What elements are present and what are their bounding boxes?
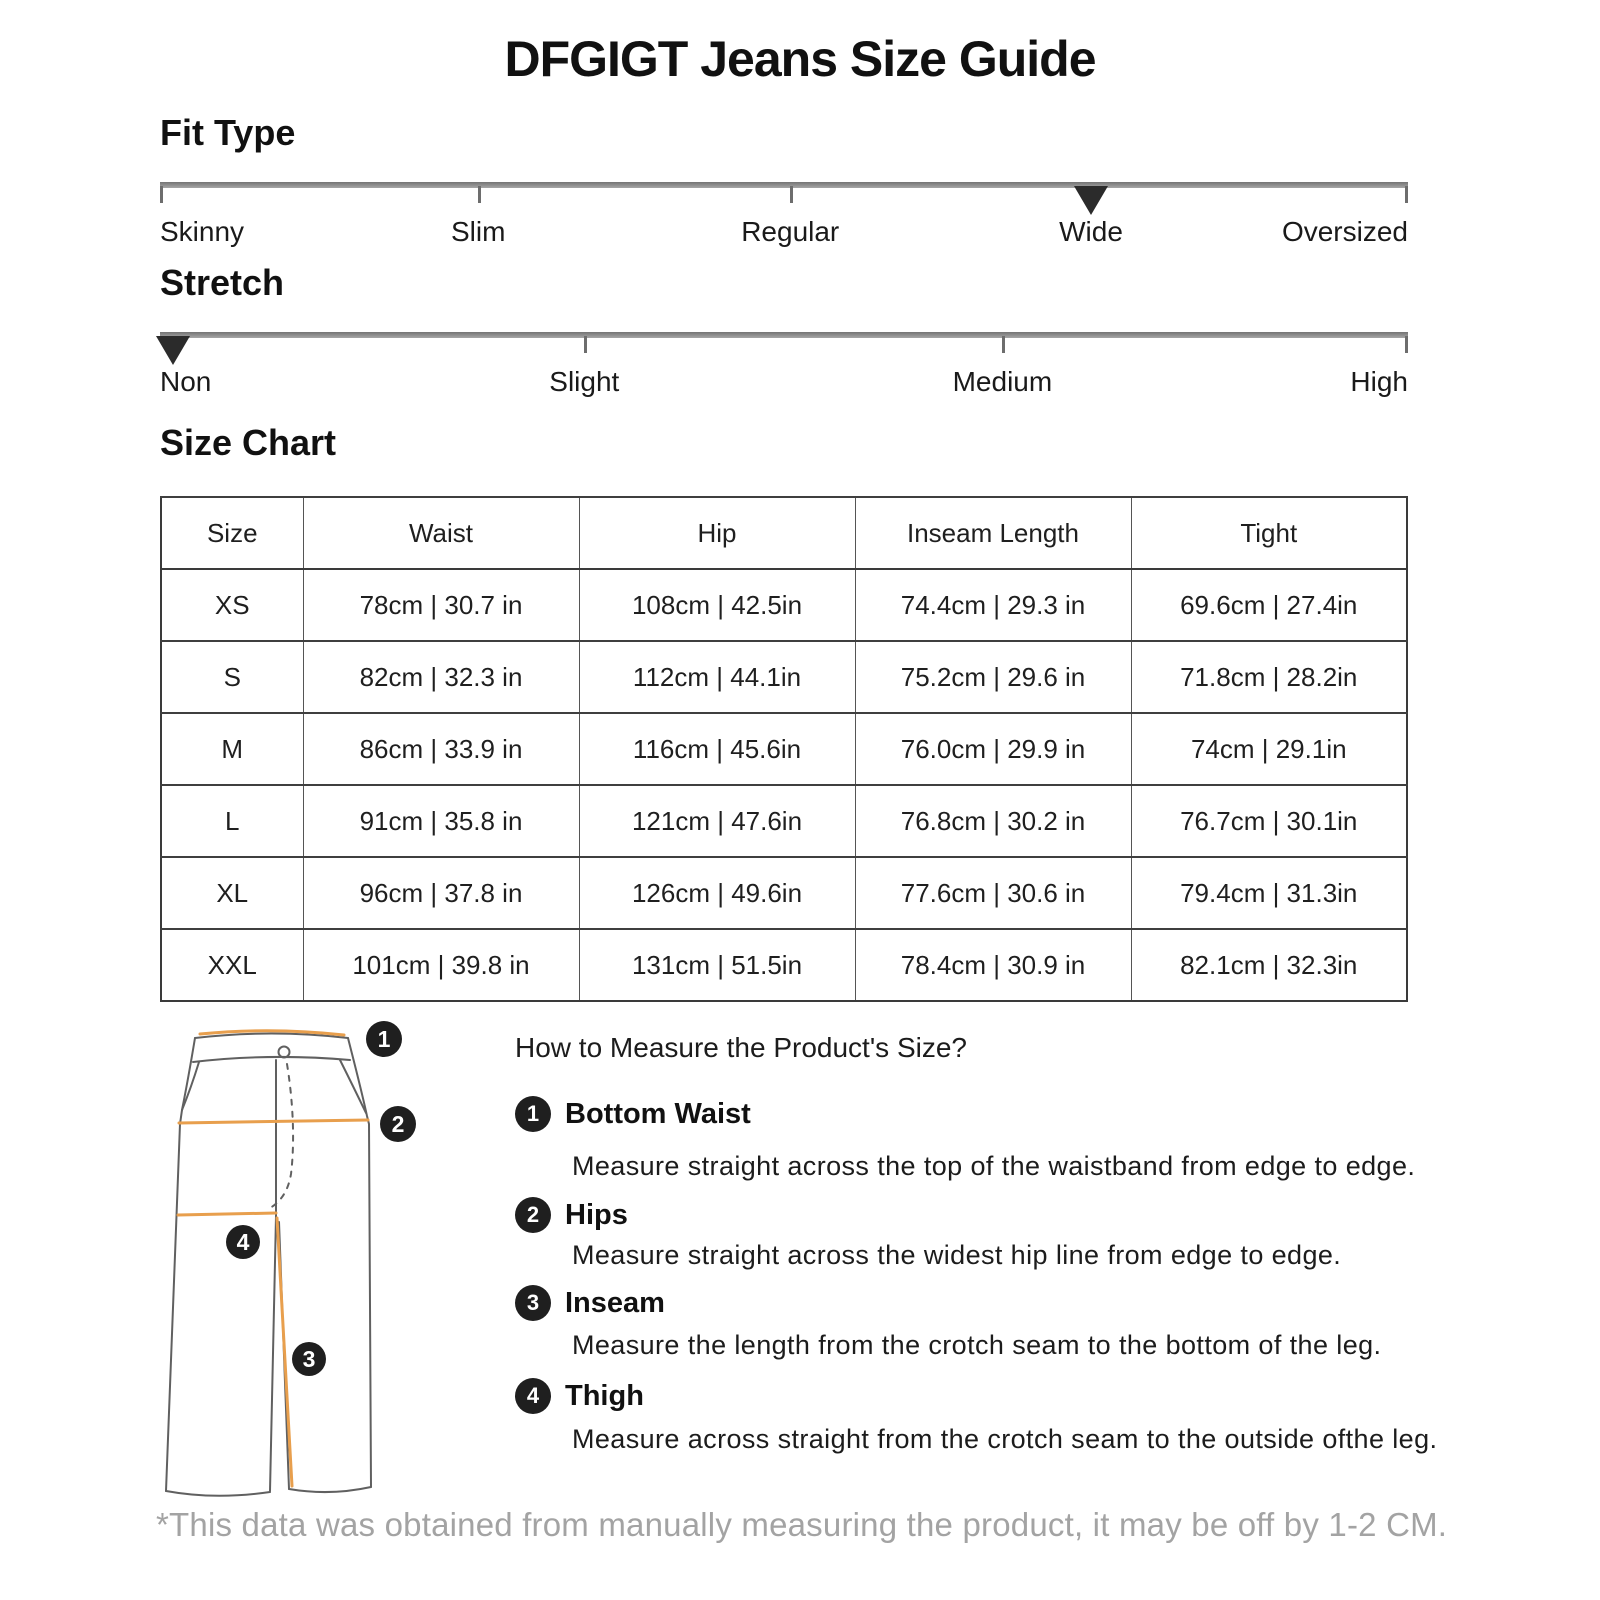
stretch-marker-triangle-icon bbox=[156, 336, 190, 365]
stretch-label-medium: Medium bbox=[952, 366, 1053, 397]
how-to-item-desc: Measure the length from the crotch seam to the bottom of the leg. bbox=[572, 1330, 1382, 1360]
cell-hip: 126cm | 49.6in bbox=[579, 857, 855, 929]
waistband-bottom-line bbox=[193, 1057, 350, 1062]
fit-type-label-slim: Slim bbox=[451, 216, 506, 247]
fit-type-slider-track bbox=[160, 182, 1408, 188]
cell-tight: 76.7cm | 30.1in bbox=[1131, 785, 1407, 857]
waistband-button bbox=[279, 1047, 290, 1058]
how-to-item-thigh bbox=[515, 1378, 644, 1414]
fly-dashed-line bbox=[270, 1064, 293, 1208]
fit-type-label-oversized: Oversized bbox=[1281, 216, 1408, 247]
cell-tight: 82.1cm | 32.3in bbox=[1131, 929, 1407, 1001]
fit-type-marker-triangle-icon bbox=[1074, 186, 1108, 215]
stretch-tick-high bbox=[1405, 336, 1408, 353]
right-pocket-line bbox=[340, 1060, 366, 1113]
fit-type-label-wide: Wide bbox=[1059, 216, 1123, 247]
number-4-badge-icon: 4 bbox=[515, 1378, 551, 1414]
table-row bbox=[161, 641, 1407, 713]
cell-inseam: 76.0cm | 29.9 in bbox=[855, 713, 1131, 785]
cell-tight: 74cm | 29.1in bbox=[1131, 713, 1407, 785]
number-3-badge-icon: 3 bbox=[515, 1285, 551, 1321]
how-to-item-desc: Measure straight across the widest hip line from edge to edge. bbox=[572, 1240, 1342, 1270]
table-row bbox=[161, 785, 1407, 857]
how-to-measure-title: How to Measure the Product's Size? bbox=[515, 1032, 968, 1063]
cell-size: XS bbox=[161, 569, 303, 641]
fit-type-label-regular: Regular bbox=[741, 216, 840, 247]
cell-inseam: 74.4cm | 29.3 in bbox=[855, 569, 1131, 641]
thigh-measure-line bbox=[178, 1213, 276, 1215]
fit-type-tick-oversized bbox=[1405, 186, 1408, 203]
cell-waist: 86cm | 33.9 in bbox=[303, 713, 579, 785]
footnote: *This data was obtained from manually measuring the product, it may be off by 1-2 CM. bbox=[156, 1506, 1448, 1543]
cell-waist: 96cm | 37.8 in bbox=[303, 857, 579, 929]
cell-hip: 121cm | 47.6in bbox=[579, 785, 855, 857]
cell-size: M bbox=[161, 713, 303, 785]
svg-text:4: 4 bbox=[236, 1229, 250, 1255]
how-to-item-label: Hips bbox=[565, 1198, 628, 1231]
left-outer-seam bbox=[166, 1038, 195, 1491]
cell-hip: 112cm | 44.1in bbox=[579, 641, 855, 713]
col-header-waist: Waist bbox=[303, 497, 579, 569]
cell-inseam: 76.8cm | 30.2 in bbox=[855, 785, 1131, 857]
how-to-item-label: Thigh bbox=[565, 1379, 644, 1412]
stretch-labels bbox=[160, 366, 1408, 406]
svg-text:3: 3 bbox=[302, 1346, 316, 1372]
cell-size: XXL bbox=[161, 929, 303, 1001]
fit-type-tick-slim bbox=[478, 186, 481, 203]
cell-tight: 69.6cm | 27.4in bbox=[1131, 569, 1407, 641]
cell-inseam: 78.4cm | 30.9 in bbox=[855, 929, 1131, 1001]
fit-type-tick-regular bbox=[790, 186, 793, 203]
number-1-badge-icon: 1 bbox=[515, 1096, 551, 1132]
fit-type-heading: Fit Type bbox=[160, 112, 296, 153]
how-to-item-hips bbox=[515, 1197, 628, 1233]
stretch-tick-medium bbox=[1002, 336, 1005, 353]
col-header-inseam: Inseam Length bbox=[855, 497, 1131, 569]
left-leg-inner-seam bbox=[270, 1216, 276, 1491]
cell-tight: 79.4cm | 31.3in bbox=[1131, 857, 1407, 929]
pants-measurement-diagram bbox=[160, 1016, 422, 1516]
stretch-heading: Stretch bbox=[160, 262, 285, 303]
fit-type-labels bbox=[160, 216, 1408, 256]
cell-waist: 91cm | 35.8 in bbox=[303, 785, 579, 857]
how-to-item-desc: Measure straight across the top of the waistband from edge to edge. bbox=[572, 1151, 1416, 1181]
right-leg-hem bbox=[289, 1487, 371, 1492]
cell-waist: 82cm | 32.3 in bbox=[303, 641, 579, 713]
right-outer-seam bbox=[348, 1038, 371, 1487]
stretch-label-high: High bbox=[1350, 366, 1408, 397]
inseam-measure-line bbox=[277, 1218, 292, 1486]
col-header-tight: Tight bbox=[1131, 497, 1407, 569]
stretch-slider-track bbox=[160, 332, 1408, 338]
hip-measure-line bbox=[179, 1120, 368, 1123]
cell-tight: 71.8cm | 28.2in bbox=[1131, 641, 1407, 713]
col-header-hip: Hip bbox=[579, 497, 855, 569]
table-row bbox=[161, 929, 1407, 1001]
table-row bbox=[161, 857, 1407, 929]
table-row bbox=[161, 713, 1407, 785]
cell-hip: 108cm | 42.5in bbox=[579, 569, 855, 641]
how-to-item-bottom-waist bbox=[515, 1096, 751, 1132]
diagram-marker-1 bbox=[366, 1021, 402, 1057]
cell-size: XL bbox=[161, 857, 303, 929]
cell-size: S bbox=[161, 641, 303, 713]
svg-text:2: 2 bbox=[391, 1111, 405, 1137]
left-leg-hem bbox=[166, 1491, 270, 1496]
cell-inseam: 77.6cm | 30.6 in bbox=[855, 857, 1131, 929]
stretch-tick-slight bbox=[584, 336, 587, 353]
cell-hip: 116cm | 45.6in bbox=[579, 713, 855, 785]
cell-hip: 131cm | 51.5in bbox=[579, 929, 855, 1001]
table-header-row bbox=[161, 497, 1407, 569]
stretch-label-non: Non bbox=[160, 366, 212, 397]
col-header-size: Size bbox=[161, 497, 303, 569]
cell-size: L bbox=[161, 785, 303, 857]
diagram-marker-2 bbox=[380, 1106, 416, 1142]
cell-waist: 101cm | 39.8 in bbox=[303, 929, 579, 1001]
table-row bbox=[161, 569, 1407, 641]
stretch-label-slight: Slight bbox=[549, 366, 620, 397]
page-title: DFGIGT Jeans Size Guide bbox=[504, 31, 1096, 87]
fit-type-label-skinny: Skinny bbox=[160, 216, 245, 247]
size-chart-heading: Size Chart bbox=[160, 422, 337, 463]
how-to-item-desc: Measure across straight from the crotch seam to the outside ofthe leg. bbox=[572, 1424, 1438, 1454]
cell-inseam: 75.2cm | 29.6 in bbox=[855, 641, 1131, 713]
size-chart-table bbox=[160, 496, 1408, 1002]
how-to-item-label: Bottom Waist bbox=[565, 1097, 751, 1130]
how-to-item-label: Inseam bbox=[565, 1286, 665, 1319]
how-to-item-inseam bbox=[515, 1285, 665, 1321]
number-2-badge-icon: 2 bbox=[515, 1197, 551, 1233]
fit-type-tick-skinny bbox=[160, 186, 163, 203]
svg-text:1: 1 bbox=[377, 1026, 391, 1052]
diagram-marker-3 bbox=[292, 1342, 326, 1376]
diagram-marker-4 bbox=[226, 1225, 260, 1259]
cell-waist: 78cm | 30.7 in bbox=[303, 569, 579, 641]
